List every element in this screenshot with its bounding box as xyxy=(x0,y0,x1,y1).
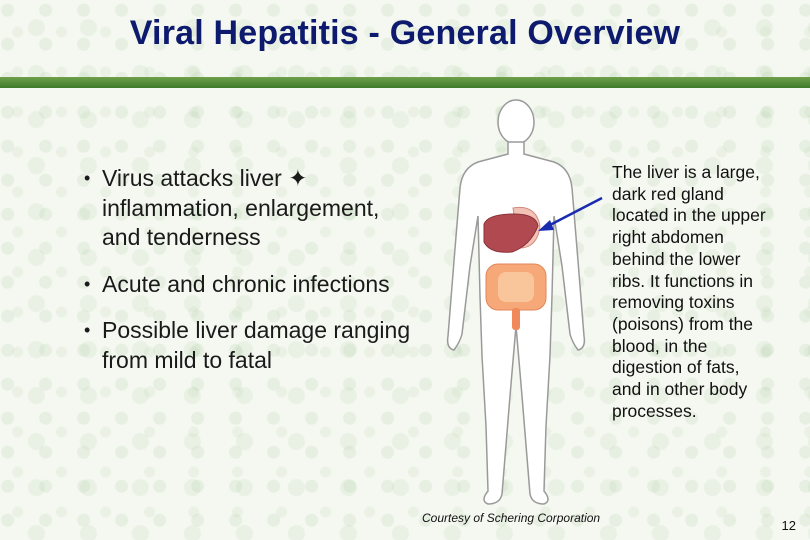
title-divider xyxy=(0,77,810,88)
bullet-icon: • xyxy=(84,320,91,340)
bullet-text: Virus attacks liver ✦ inflammation, enlargement, and tenderness xyxy=(102,165,380,250)
body-diagram xyxy=(418,96,618,511)
image-credit: Courtesy of Schering Corporation xyxy=(422,511,601,525)
bullet-item xyxy=(82,270,412,300)
bullet-list xyxy=(82,164,412,392)
page-number: 12 xyxy=(781,518,796,533)
bullet-text: Acute and chronic infections xyxy=(102,270,390,297)
bullet-icon: • xyxy=(84,168,91,188)
liver-description: The liver is a large, dark red gland located in the upper right abdomen behind the lower ribs. It functions in removing toxins (poisons) from the blood, in the digestion of fats, and in other body processes. xyxy=(612,162,766,421)
bullet-item xyxy=(82,316,412,375)
bullet-icon: • xyxy=(84,273,91,294)
slide-title: Viral Hepatitis - General Overview xyxy=(129,14,681,52)
bullet-item xyxy=(82,164,412,253)
bullet-text: Possible liver damage ranging from mild to fatal xyxy=(102,317,411,373)
